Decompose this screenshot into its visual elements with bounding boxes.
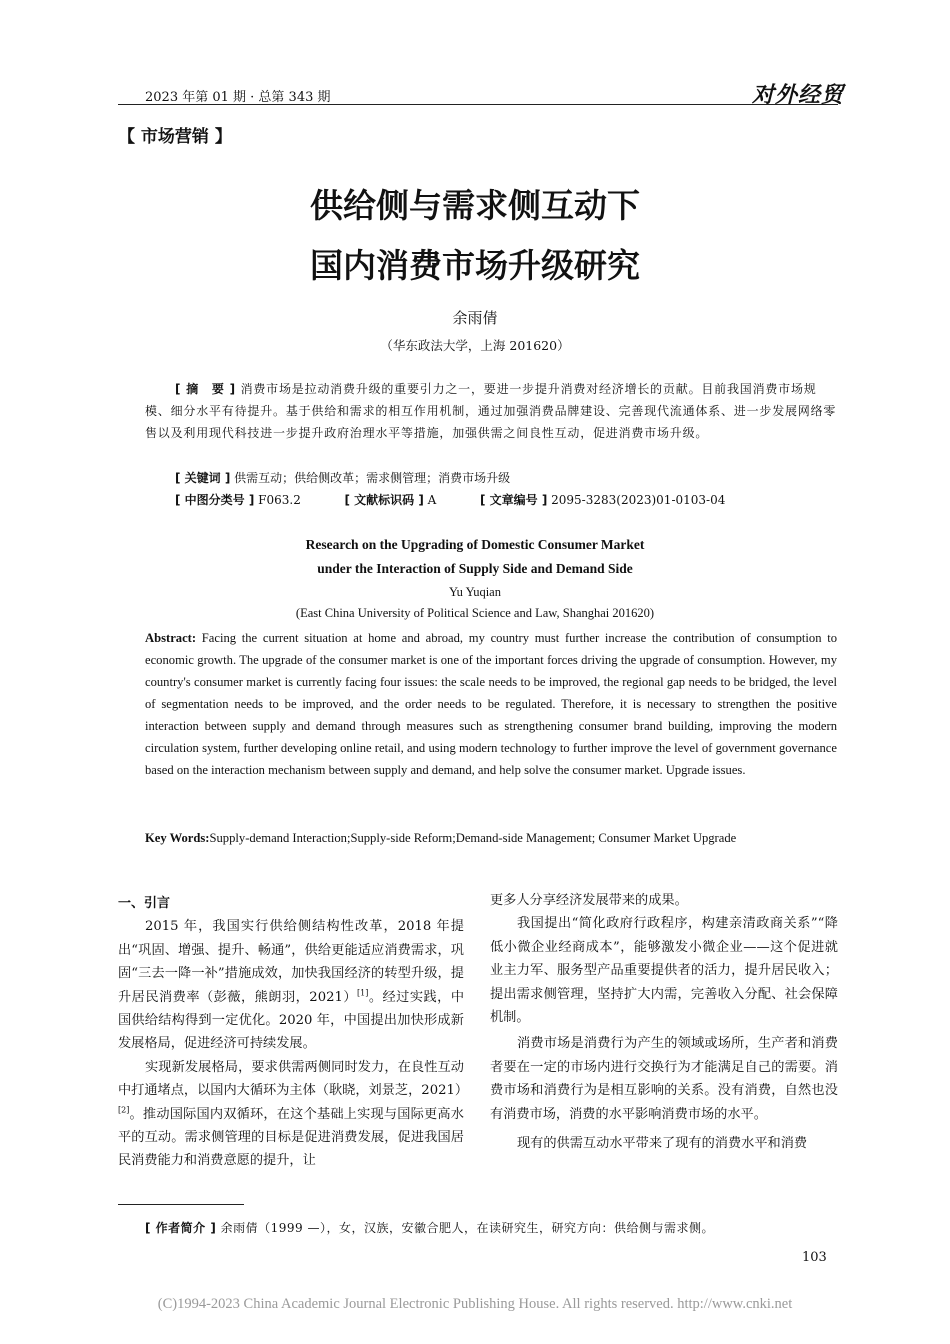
keywords-cn-label: [ 关键词 ] — [175, 471, 231, 485]
title-line-1: 供给侧与需求侧互动下 — [310, 186, 640, 225]
abstract-en-text: Facing the current situation at home and abroad, my country must further increase the contribution of consumption to economic growth. The upgrade of the consumer market is one of the important forces driving the upgrade of consumption. However, my country's consumer market is currently facing four issues: the scale needs to be improved, the regional gap needs to be bridged, the level of segmentation needs to be improved, and the order needs to be regulated. Therefore, it is necessary to strengthen the positive interaction between supply and demand through measures such as strengthening consumer brand building, improving the modern circulation system, further developing online retail, and using modern technology to further improve the level of government governance based on the interaction mechanism between supply and demand, and help solve the consumer market. Upgrade issues. — [145, 631, 837, 777]
title-line-2: 国内消费市场升级研究 — [310, 246, 640, 285]
copyright-watermark: (C)1994-2023 China Academic Journal Electronic Publishing House. All rights reserved. http://www.cnki.net — [157, 1296, 793, 1312]
english-title-line-1: Research on the Upgrading of Domestic Consumer Market — [305, 537, 645, 552]
footnote-text: 余雨倩（1999 —），女，汉族，安徽合肥人，在读研究生，研究方向：供给侧与需求侧。 — [220, 1221, 715, 1235]
article-no-label: [ 文章编号 ] — [479, 493, 548, 507]
section-tag: 【 市场营销 】 — [118, 127, 232, 147]
paragraph: 2015 年，我国实行供给侧结构性改革，2018 年提出“巩固、增强、提升、畅通”，供给更能适应消费需求，巩固“三去一降一补”措施成效，加快我国经济的转型升级，提升居民消费率（彭薇，熊朗羽，2021）[1]。经过实践，中国供给结构得到一定优化。2020 年，中国提出加快形成新发展格局，促进经济可持续发展。 — [118, 919, 465, 1052]
abstract-cn-text: 消费市场是拉动消费升级的重要引力之一，要进一步提升消费对经济增长的贡献。目前我国消费市场规模、细分水平有待提升。基于供给和需求的相互作用机制，通过加强消费品牌建设、完善现代流通体系、进一步发展网络零售以及利用现代科技进一步提升政府治理水平等措施，加强供需之间良性互动，促进消费市场升级。 — [145, 382, 837, 440]
citation-ref: [1] — [357, 988, 369, 998]
abstract-cn — [145, 378, 837, 444]
keywords-en-text: Supply-demand Interaction;Supply-side Reform;Demand-side Management; Consumer Market Upgrade — [209, 831, 737, 845]
clc-value: F063.2 — [258, 493, 301, 507]
citation-ref: [2] — [118, 1105, 130, 1115]
journal-logo: 对外经贸 — [752, 82, 845, 108]
keywords-en-label: Key Words: — [145, 831, 210, 845]
paragraph: 消费市场是消费行为产生的领域或场所，生产者和消费者要在一定的市场内进行交换行为才能满足自己的需要。消费市场和消费行为是相互影响的关系。没有消费，自然也没有消费市场，消费的水平影响消费市场的水平。 — [490, 1036, 838, 1122]
clc-label: [ 中图分类号 ] — [175, 493, 255, 507]
body-column-right — [490, 889, 838, 1155]
body-column-left — [118, 892, 469, 1173]
english-author: Yu Yuqian — [449, 585, 501, 599]
abstract-en — [145, 627, 837, 781]
author: 余雨倩 — [452, 309, 498, 327]
footnote-rule — [118, 1204, 244, 1205]
affiliation: （华东政法大学，上海 201620） — [380, 338, 570, 353]
abstract-cn-label: [ 摘 要 ] — [175, 382, 236, 396]
keywords-en — [145, 827, 837, 849]
keywords-cn — [175, 469, 510, 486]
doc-code-label: [ 文献标识码 ] — [344, 493, 424, 507]
page-number: 103 — [802, 1250, 827, 1265]
article-no-value: 2095-3283(2023)01-0103-04 — [551, 493, 726, 507]
abstract-en-label: Abstract: — [145, 631, 197, 645]
paragraph: 实现新发展格局，要求供需两侧同时发力，在良性互动中打通堵点，以国内大循环为主体（耿晓，刘景芝，2021）[2]。推动国际国内双循环，在这个基础上实现与国际更高水平的互动。需求侧管理的目标是促进消费发展，促进我国居民消费能力和消费意愿的提升，让 — [118, 1059, 469, 1169]
footnote-label: [ 作者简介 ] — [145, 1221, 217, 1235]
paragraph: 我国提出“简化政府行政程序，构建亲清政商关系”“降低小微企业经商成本”，能够激发小微企业——这个促进就业主力军、服务型产品重要提供者的活力，提升居民收入；提出需求侧管理，坚持扩大内需，完善收入分配、社会保障机制。 — [490, 916, 838, 1026]
classification-row — [175, 491, 725, 508]
english-affiliation: (East China University of Political Science and Law, Shanghai 201620) — [295, 606, 655, 620]
section-heading-intro: 一、引言 — [118, 896, 171, 911]
issue-info: 2023 年第 01 期 · 总第 343 期 — [145, 90, 331, 105]
doc-code-value: A — [427, 493, 437, 507]
paragraph-continued: 更多人分享经济发展带来的成果。 — [490, 893, 688, 908]
paragraph: 现有的供需互动水平带来了现有的消费水平和消费 — [517, 1136, 808, 1152]
keywords-cn-text: 供需互动；供给侧改革；需求侧管理；消费市场升级 — [234, 471, 511, 485]
header-rule — [118, 104, 838, 105]
author-footnote — [145, 1219, 714, 1236]
english-title-line-2: under the Interaction of Supply Side and Demand Side — [317, 561, 633, 576]
